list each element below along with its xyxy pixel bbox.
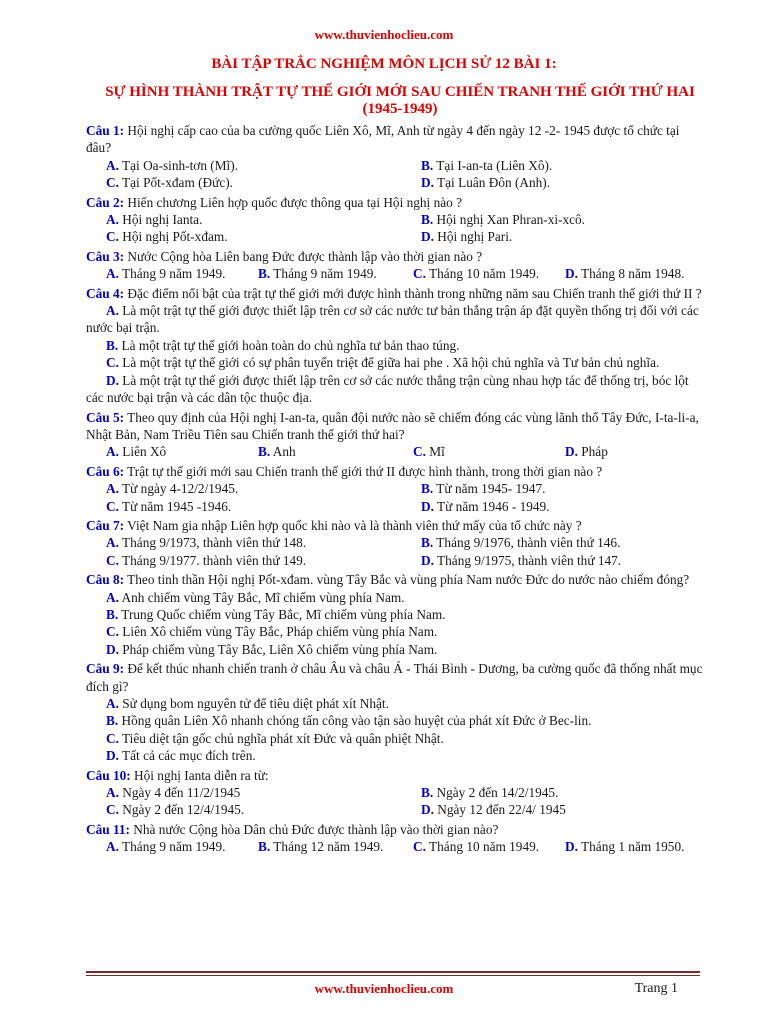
option-letter: D. xyxy=(421,175,434,191)
option-row xyxy=(86,211,704,228)
option-text: Pháp chiếm vùng Tây Bắc, Liên Xô chiếm vùng phía Nam. xyxy=(122,641,438,657)
option-text: Tại Oa-sinh-tơn (Mĩ). xyxy=(122,157,238,173)
answer-option[interactable] xyxy=(86,302,704,337)
footer-site-link[interactable]: www.thuvienhoclieu.com xyxy=(314,981,454,996)
option-letter: D. xyxy=(565,444,578,460)
option-text: Hội nghị Pốt-xđam. xyxy=(122,229,228,245)
question xyxy=(86,194,704,246)
option-row xyxy=(86,838,704,855)
option-letter: D. xyxy=(106,372,119,388)
answer-option[interactable] xyxy=(86,211,395,228)
option-row xyxy=(86,174,704,191)
answer-option[interactable] xyxy=(86,784,395,801)
option-text: Anh chiếm vùng Tây Bắc, Mĩ chiếm vùng phía Nam. xyxy=(121,589,405,605)
option-letter: C. xyxy=(413,444,426,460)
question-stem xyxy=(86,285,704,302)
answer-option[interactable] xyxy=(86,623,704,640)
answer-option[interactable] xyxy=(86,228,395,245)
answer-option[interactable] xyxy=(413,443,565,460)
answer-option[interactable] xyxy=(86,730,704,747)
answer-option[interactable] xyxy=(565,443,608,460)
option-text: Anh xyxy=(272,444,296,460)
question-stem xyxy=(86,122,704,157)
answer-option[interactable] xyxy=(86,712,704,729)
option-row xyxy=(86,552,704,569)
option-text: Tháng 9/1973, thành viên thứ 148. xyxy=(122,535,307,551)
option-text: Tại I-an-ta (Liên Xô). xyxy=(436,157,553,173)
option-letter: C. xyxy=(106,624,119,640)
option-letter: A. xyxy=(106,589,119,605)
option-letter: C. xyxy=(106,355,119,371)
option-letter: C. xyxy=(413,266,426,282)
question-number: Câu 10: xyxy=(86,767,131,783)
option-text: Pháp xyxy=(581,444,608,460)
question-number: Câu 7: xyxy=(86,517,125,533)
question-number: Câu 8: xyxy=(86,572,125,588)
question-text: Đặc điểm nổi bật của trật tự thế giới mới được hình thành trong những năm sau Chiến tranh thế giới thứ II ? xyxy=(127,285,702,301)
option-text: Hội nghị Xan Phran-xi-xcô. xyxy=(436,212,585,228)
question-stem xyxy=(86,248,704,265)
option-letter: B. xyxy=(421,157,434,173)
answer-option[interactable] xyxy=(86,606,704,623)
option-row xyxy=(86,480,704,497)
question-stem xyxy=(86,517,704,534)
question-text: Nhà nước Cộng hòa Dân chủ Đức được thành lập vào thời gian nào? xyxy=(133,821,499,837)
option-text: Ngày 12 đến 22/4/ 1945 xyxy=(437,802,566,818)
option-text: Tiêu diệt tận gốc chủ nghĩa phát xít Đức và quân phiệt Nhật. xyxy=(122,730,444,746)
option-letter: C. xyxy=(106,175,119,191)
answer-option[interactable] xyxy=(86,498,395,515)
question-text: Trật tự thế giới mới sau Chiến tranh thế giới thứ II được hình thành, trong thời gian nào ? xyxy=(127,463,603,479)
option-text: Liên Xô chiếm vùng Tây Bắc, Pháp chiếm vùng phía Nam. xyxy=(122,624,438,640)
option-text: Tháng 9/1977. thành viên thứ 149. xyxy=(122,552,307,568)
question xyxy=(86,463,704,515)
option-letter: C. xyxy=(413,839,426,855)
option-letter: D. xyxy=(565,266,578,282)
option-letter: D. xyxy=(565,839,578,855)
question xyxy=(86,660,704,764)
question xyxy=(86,285,704,407)
question-stem xyxy=(86,571,704,588)
option-letter: A. xyxy=(106,481,119,497)
question xyxy=(86,571,704,658)
option-letter: D. xyxy=(421,498,434,514)
question-text: Hiến chương Liên hợp quốc được thông qua tại Hội nghị nào ? xyxy=(127,194,462,210)
answer-option[interactable] xyxy=(86,747,704,764)
option-letter: C. xyxy=(106,802,119,818)
option-text: Tháng 9/1975, thành viên thứ 147. xyxy=(437,552,622,568)
option-text: Sử dụng bom nguyên tử để tiêu diệt phát xít Nhật. xyxy=(122,696,389,711)
document-subtitle xyxy=(80,84,720,118)
question xyxy=(86,821,704,856)
option-text: Ngày 2 đến 12/4/1945. xyxy=(122,802,245,818)
option-row xyxy=(86,784,704,801)
option-text: Hồng quân Liên Xô nhanh chóng tấn công vào tận sào huyệt của phát xít Đức ở Bec-lin. xyxy=(121,713,592,729)
option-letter: B. xyxy=(421,212,434,228)
answer-option[interactable] xyxy=(395,174,704,191)
option-text: Từ năm 1946 - 1949. xyxy=(437,498,550,514)
option-letter: A. xyxy=(106,839,119,855)
question-stem xyxy=(86,194,704,211)
question-text: Hội nghị cấp cao của ba cường quốc Liên Xô, Mĩ, Anh từ ngày 4 đến ngày 12 -2- 1945 được tổ chức tại đâu? xyxy=(86,123,680,156)
question-number: Câu 9: xyxy=(86,661,125,677)
header-site-link[interactable]: www.thuvienhoclieu.com xyxy=(314,27,454,42)
question-stem xyxy=(86,660,704,695)
question-stem xyxy=(86,821,704,838)
option-letter: A. xyxy=(106,303,119,319)
option-text: Tháng 12 năm 1949. xyxy=(273,839,384,855)
option-letter: B. xyxy=(421,535,434,551)
question-text: Theo quy định của Hội nghị I-an-ta, quân đội nước nào sẽ chiếm đóng các vùng lãnh thổ Tây Đức, I-ta-li-a, Nhật Bản, Nam Triều Tiên sau Chiến tranh thế giới thứ hai? xyxy=(86,409,699,442)
answer-option[interactable] xyxy=(413,265,565,282)
option-text: Tháng 10 năm 1949. xyxy=(429,839,540,855)
question-list xyxy=(86,122,704,858)
option-row xyxy=(86,443,704,460)
answer-option[interactable] xyxy=(86,641,704,658)
option-text: Ngày 2 đến 14/2/1945. xyxy=(436,785,559,801)
answer-option[interactable] xyxy=(565,265,684,282)
option-text: Trung Quốc chiếm vùng Tây Bắc, Mĩ chiếm vùng phía Nam. xyxy=(121,606,446,622)
option-text: Tháng 1 năm 1950. xyxy=(581,839,685,855)
option-letter: B. xyxy=(421,785,434,801)
answer-option[interactable] xyxy=(86,801,395,818)
answer-option[interactable] xyxy=(86,695,704,712)
option-text: Hội nghị Ianta. xyxy=(122,212,203,228)
option-row xyxy=(86,801,704,818)
option-text: Tháng 9 năm 1949. xyxy=(273,266,377,282)
answer-option[interactable] xyxy=(106,443,258,460)
option-text: Tại Luân Đôn (Anh). xyxy=(437,175,551,191)
option-letter: D. xyxy=(106,641,119,657)
question xyxy=(86,409,704,461)
option-row xyxy=(86,228,704,245)
question-number: Câu 4: xyxy=(86,285,125,301)
answer-option[interactable] xyxy=(395,552,704,569)
answer-option[interactable] xyxy=(395,228,704,245)
question xyxy=(86,517,704,569)
option-text: Từ ngày 4-12/2/1945. xyxy=(122,481,239,497)
question-number: Câu 1: xyxy=(86,123,125,138)
subtitle-line: SỰ HÌNH THÀNH TRẬT TỰ THẾ GIỚI MỚI SAU CHIẾN TRANH THẾ GIỚI THỨ HAI xyxy=(105,84,695,100)
option-letter: C. xyxy=(106,730,119,746)
option-row xyxy=(86,498,704,515)
answer-option[interactable] xyxy=(395,801,704,818)
option-row xyxy=(86,157,704,174)
question xyxy=(86,767,704,819)
answer-option[interactable] xyxy=(86,589,704,606)
option-letter: D. xyxy=(106,748,119,764)
question-number: Câu 6: xyxy=(86,463,125,479)
answer-option[interactable] xyxy=(86,174,395,191)
answer-option[interactable] xyxy=(395,480,704,497)
option-text: Tháng 8 năm 1948. xyxy=(581,266,685,282)
answer-option[interactable] xyxy=(395,498,704,515)
option-text: Mĩ xyxy=(429,444,445,460)
option-letter: A. xyxy=(106,212,119,228)
question-text: Hội nghị Ianta diễn ra từ: xyxy=(134,767,269,783)
option-text: Tất cả các mục đích trên. xyxy=(122,748,256,764)
answer-option[interactable] xyxy=(395,534,704,551)
option-letter: B. xyxy=(421,481,434,497)
option-text: Tháng 9 năm 1949. xyxy=(122,266,226,282)
footer-divider-thin xyxy=(86,975,700,976)
option-text: Từ năm 1945- 1947. xyxy=(436,481,546,497)
option-letter: B. xyxy=(258,839,271,855)
option-text: Từ năm 1945 -1946. xyxy=(122,498,232,514)
option-text: Tại Pốt-xđam (Đức). xyxy=(122,175,233,191)
option-text: Tháng 9/1976, thành viên thứ 146. xyxy=(436,535,621,551)
option-text: Là một trật tự thế giới hoàn toàn do chủ nghĩa tư bản thao túng. xyxy=(121,337,460,353)
question-stem xyxy=(86,767,704,784)
option-text: Hội nghị Pari. xyxy=(437,229,513,245)
question-text: Việt Nam gia nhập Liên hợp quốc khi nào và là thành viên thứ mấy của tổ chức này ? xyxy=(127,517,582,533)
option-letter: B. xyxy=(106,606,119,622)
answer-option[interactable] xyxy=(86,534,395,551)
option-letter: A. xyxy=(106,785,119,801)
answer-option[interactable] xyxy=(258,443,413,460)
answer-option[interactable] xyxy=(106,265,258,282)
question-number: Câu 11: xyxy=(86,821,130,837)
document-title: BÀI TẬP TRẮC NGHIỆM MÔN LỊCH SỬ 12 BÀI 1: xyxy=(211,56,557,72)
option-row xyxy=(86,265,704,282)
question-stem xyxy=(86,463,704,480)
question-text: Theo tinh thần Hội nghị Pốt-xđam. vùng Tây Bắc và vùng phía Nam nước Đức do nước nào chiếm đóng? xyxy=(127,572,690,588)
answer-option[interactable] xyxy=(395,784,704,801)
answer-option[interactable] xyxy=(86,337,704,354)
option-letter: A. xyxy=(106,696,119,711)
question-stem xyxy=(86,409,704,444)
subtitle-years: (1945-1949) xyxy=(362,101,438,117)
answer-option[interactable] xyxy=(86,354,704,371)
option-text: Ngày 4 đến 11/2/1945 xyxy=(122,785,241,801)
option-letter: A. xyxy=(106,157,119,173)
question-number: Câu 3: xyxy=(86,248,125,264)
answer-option[interactable] xyxy=(86,372,704,407)
option-letter: B. xyxy=(258,444,271,460)
answer-option[interactable] xyxy=(258,838,413,855)
option-row xyxy=(86,534,704,551)
answer-option[interactable] xyxy=(395,211,704,228)
option-letter: B. xyxy=(258,266,271,282)
option-letter: C. xyxy=(106,552,119,568)
option-text: Tháng 10 năm 1949. xyxy=(429,266,540,282)
answer-option[interactable] xyxy=(395,157,704,174)
option-text: Là một trật tự thế giới được thiết lập trên cơ sở các nước tư bản thắng trận áp đặt quyền thống trị đối với các nước bại trận. xyxy=(86,303,699,336)
option-letter: A. xyxy=(106,266,119,282)
option-letter: B. xyxy=(106,713,119,729)
option-letter: C. xyxy=(106,229,119,245)
answer-option[interactable] xyxy=(413,838,565,855)
option-letter: D. xyxy=(421,229,434,245)
answer-option[interactable] xyxy=(86,157,395,174)
page-number: Trang 1 xyxy=(634,981,678,996)
question xyxy=(86,248,704,283)
option-letter: A. xyxy=(106,444,119,460)
option-text: Là một trật tự thế giới được thiết lập trên cơ sở các nước thắng trận cùng nhau hợp tác để thống trị, bóc lột các nước bại trận và các dân tộc thuộc địa. xyxy=(86,372,689,406)
option-letter: A. xyxy=(106,535,119,551)
option-letter: C. xyxy=(106,498,119,514)
question-text: Để kết thúc nhanh chiến tranh ở châu Âu và châu Á - Thái Bình - Dương, ba cường quốc đã thống nhất mục đích gì? xyxy=(86,661,703,694)
answer-option[interactable] xyxy=(565,838,684,855)
option-text: Là một trật tự thế giới có sự phân tuyến triệt để giữa hai phe . Xã hội chủ nghĩa và Tư bản chủ nghĩa. xyxy=(122,355,660,371)
answer-option[interactable] xyxy=(106,838,258,855)
option-letter: B. xyxy=(106,337,119,353)
question-number: Câu 2: xyxy=(86,194,125,210)
option-text: Tháng 9 năm 1949. xyxy=(122,839,226,855)
question-number: Câu 5: xyxy=(86,409,125,425)
option-text: Liên Xô xyxy=(122,444,167,460)
question-text: Nước Cộng hòa Liên bang Đức được thành lập vào thời gian nào ? xyxy=(127,248,483,264)
option-letter: D. xyxy=(421,802,434,818)
option-letter: D. xyxy=(421,552,434,568)
answer-option[interactable] xyxy=(86,552,395,569)
question xyxy=(86,122,704,192)
answer-option[interactable] xyxy=(86,480,395,497)
answer-option[interactable] xyxy=(258,265,413,282)
footer-divider xyxy=(86,971,700,973)
